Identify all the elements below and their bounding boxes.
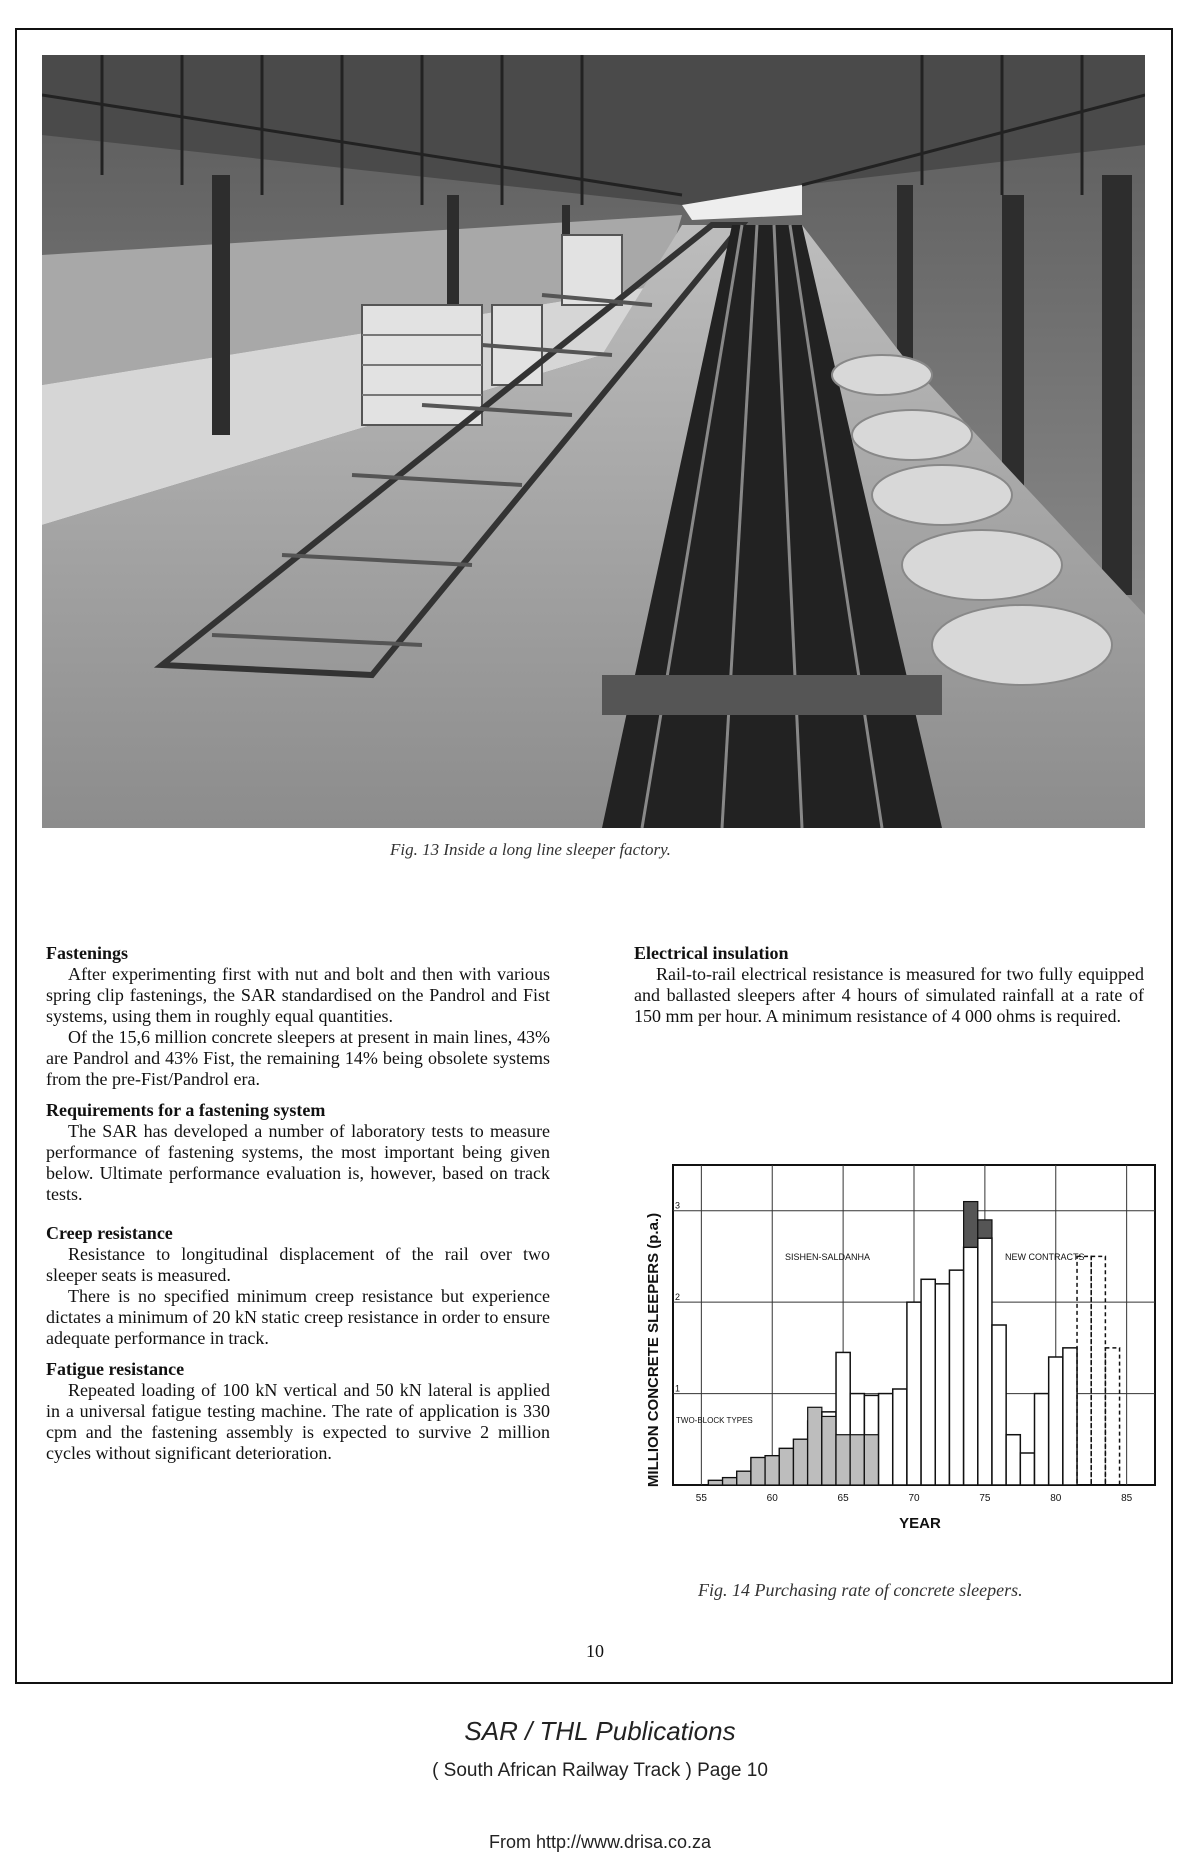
page-number: 10 — [586, 1641, 604, 1661]
x-axis-label: YEAR — [899, 1515, 941, 1532]
y-tick-label: 3 — [675, 1200, 681, 1211]
bar-two-block — [794, 1439, 808, 1485]
bar-total — [1006, 1435, 1020, 1485]
x-tick-label: 70 — [908, 1493, 920, 1504]
heading-requirements: Requirements for a fastening system — [46, 1100, 326, 1120]
bar-two-block — [708, 1480, 722, 1485]
bar-sishen-saldanha — [978, 1220, 992, 1238]
annotation-new-contracts: NEW CONTRACTS — [1005, 1252, 1085, 1262]
fastenings-paragraph-2: Of the 15,6 million concrete sleepers at present in main lines, 43% are Pandrol and 43% Fist, the remaining 14% being obsolete systems from the pre-Fist/Pandrol era. — [46, 1027, 550, 1089]
bar-total — [893, 1389, 907, 1485]
electrical-paragraph-1: Rail-to-rail electrical resistance is measured for two fully equipped and ballasted sleepers after 4 hours of simulated rainfall at a rate of 150 mm per hour. A minimum resistance of 4 000 ohms is required. — [634, 964, 1144, 1026]
x-tick-label: 55 — [695, 1493, 707, 1504]
bar-total — [921, 1279, 935, 1485]
requirements-paragraph-1: The SAR has developed a number of laboratory tests to measure performance of fastening systems, the most important being given below. Ultimate performance evaluation is, however, based on track tests. — [46, 1121, 550, 1204]
bar-total — [949, 1270, 963, 1485]
heading-fastenings: Fastenings — [46, 943, 129, 963]
fastenings-paragraph-1: After experimenting first with nut and bolt and then with various spring clip fastenings, the SAR standardised on the Pandrol and Fist systems, using them in roughly equal quantities. — [46, 964, 550, 1026]
left-column — [46, 943, 550, 1464]
bar-two-block — [737, 1471, 751, 1485]
heading-fatigue-resistance: Fatigue resistance — [46, 1359, 185, 1379]
bar-two-block — [779, 1448, 793, 1485]
bar-total — [992, 1325, 1006, 1485]
bar-total — [1020, 1453, 1034, 1485]
bar-two-block — [808, 1407, 822, 1485]
heading-electrical-insulation: Electrical insulation — [634, 943, 789, 963]
footer-title: SAR / THL Publications — [464, 1716, 736, 1746]
factory-photo — [42, 55, 1145, 828]
x-tick-label: 80 — [1050, 1493, 1062, 1504]
bar-two-block — [822, 1416, 836, 1485]
figure-13-caption: Fig. 13 Inside a long line sleeper factory. — [390, 840, 671, 859]
y-tick-label: 2 — [675, 1292, 681, 1303]
bar-two-block — [850, 1435, 864, 1485]
bar-two-block — [751, 1458, 765, 1485]
bar-two-block — [723, 1478, 737, 1485]
creep-paragraph-1: Resistance to longitudinal displacement of the rail over two sleeper seats is measured. — [46, 1244, 550, 1285]
bar-sishen-saldanha — [964, 1202, 978, 1248]
bar-total — [964, 1247, 978, 1485]
x-tick-label: 60 — [766, 1493, 778, 1504]
figure-14-caption: Fig. 14 Purchasing rate of concrete sleepers. — [698, 1580, 1023, 1600]
footer-subtitle: ( South African Railway Track ) Page 10 — [432, 1760, 768, 1781]
x-tick-label: 65 — [837, 1493, 849, 1504]
fatigue-paragraph-1: Repeated loading of 100 kN vertical and 50 kN lateral is applied in a universal fatigue testing machine. The rate of application is 330 cpm and the fastening assembly is expected to survive 2 million cycles without significant deterioration. — [46, 1380, 550, 1463]
creep-paragraph-2: There is no specified minimum creep resistance but experience dictates a minimum of 20 kN static creep resistance in order to ensure adequate performance in track. — [46, 1286, 550, 1348]
bar-total — [1049, 1357, 1063, 1485]
annotation-two-block-types: TWO-BLOCK TYPES — [676, 1416, 753, 1425]
bar-two-block — [864, 1435, 878, 1485]
bar-total — [1035, 1394, 1049, 1485]
bar-total — [978, 1238, 992, 1485]
bar-total — [1063, 1348, 1077, 1485]
footer-source: From http://www.drisa.co.za — [488, 1832, 712, 1852]
y-tick-label: 1 — [675, 1383, 681, 1394]
bar-two-block — [836, 1435, 850, 1485]
bar-total — [907, 1302, 921, 1485]
y-axis-label: MILLION CONCRETE SLEEPERS (p.a.) — [645, 1212, 662, 1488]
bar-two-block — [765, 1456, 779, 1485]
x-tick-label: 85 — [1121, 1493, 1133, 1504]
bar-total — [879, 1394, 893, 1485]
right-column — [634, 943, 1144, 1027]
bar-total — [935, 1284, 949, 1485]
heading-creep-resistance: Creep resistance — [46, 1223, 173, 1243]
annotation-sishen-saldanha: SISHEN-SALDANHA — [785, 1252, 871, 1262]
purchasing-rate-chart — [610, 1150, 1170, 1540]
x-tick-label: 75 — [979, 1493, 991, 1504]
